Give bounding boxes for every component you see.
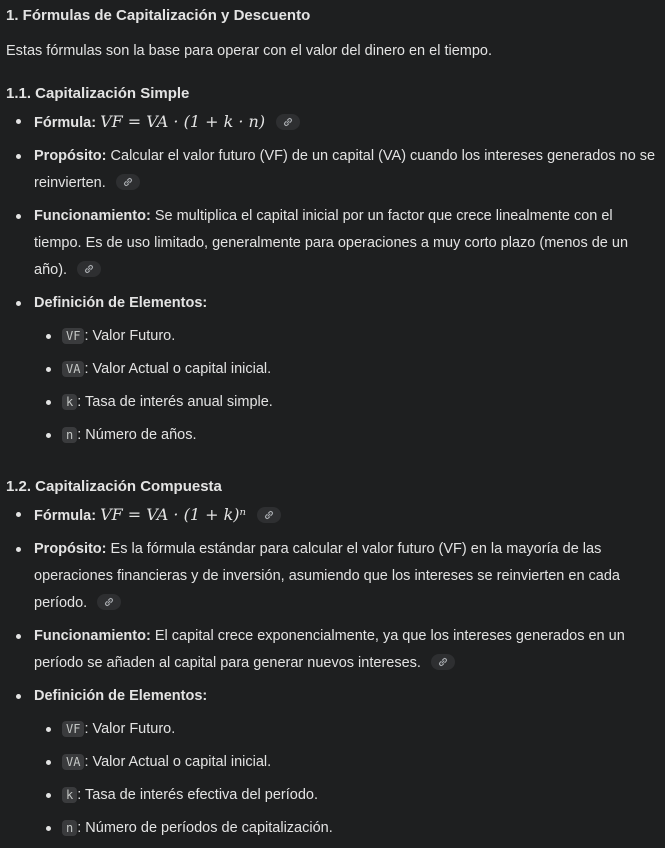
link-icon: [122, 176, 134, 188]
list-item: [34, 782, 659, 809]
funcionamiento-label: Funcionamiento:: [34, 208, 151, 224]
list-item: [34, 356, 659, 383]
proposito-text: Calcular el valor futuro (VF) de un capital (VA) cuando los intereses generados no se reinvierten.: [34, 148, 656, 191]
funcionamiento-text: Se multiplica el capital inicial por un factor que crece linealmente con el tiempo. Es de uso limitado, generalmente para operaciones a muy corto plazo (menos de un año).: [34, 208, 629, 278]
formula-text: VF = VA · (1 + k)ⁿ: [100, 505, 246, 524]
section-list-compuesta: [6, 501, 659, 842]
proposito-label: Propósito:: [34, 541, 107, 557]
inline-code: n: [62, 820, 77, 836]
link-icon: [437, 656, 449, 668]
formula-math: [100, 505, 251, 524]
element-text: : Tasa de interés efectiva del período.: [77, 787, 318, 803]
list-item: [34, 422, 659, 449]
list-item: [34, 323, 659, 350]
list-item: [34, 815, 659, 842]
source-link-button[interactable]: [431, 654, 455, 670]
page-title: 1. Fórmulas de Capitalización y Descuento: [6, 7, 311, 24]
proposito-text: Es la fórmula estándar para calcular el valor futuro (VF) en la mayoría de las operaciones financieras y de inversión, asumiendo que los intereses se reinvierten en cada período.: [34, 541, 620, 611]
source-link-button[interactable]: [97, 594, 121, 610]
list-item-proposito: [6, 143, 659, 197]
list-item-proposito: [6, 536, 659, 617]
formula-math: [100, 112, 270, 131]
section-heading-simple: 1.1. Capitalización Simple: [6, 85, 190, 102]
funcionamiento-text: El capital crece exponencialmente, ya que los intereses generados en un período se añaden al capital para generar nuevos intereses.: [34, 628, 625, 671]
list-item: [34, 716, 659, 743]
proposito-label: Propósito:: [34, 148, 107, 164]
funcionamiento-label: Funcionamiento:: [34, 628, 151, 644]
element-text: : Número de años.: [77, 427, 197, 443]
inline-code: k: [62, 787, 77, 803]
elements-list: [34, 716, 659, 842]
element-text: : Valor Futuro.: [84, 328, 176, 344]
intro-text: Estas fórmulas son la base para operar con el valor del dinero en el tiempo.: [6, 43, 493, 59]
link-icon: [103, 596, 115, 608]
source-link-button[interactable]: [276, 114, 300, 130]
elements-list: [34, 323, 659, 449]
inline-code: k: [62, 394, 77, 410]
section-heading-compuesta: 1.2. Capitalización Compuesta: [6, 478, 222, 495]
inline-code: n: [62, 427, 77, 443]
link-icon: [282, 116, 294, 128]
list-item-formula: [6, 108, 659, 137]
source-link-button[interactable]: [77, 261, 101, 277]
link-icon: [83, 263, 95, 275]
inline-code: VF: [62, 721, 84, 737]
list-item-definicion: [6, 290, 659, 449]
list-item-funcionamiento: [6, 623, 659, 677]
definicion-label: Definición de Elementos:: [34, 295, 208, 311]
list-item-formula: [6, 501, 659, 530]
list-item-definicion: [6, 683, 659, 842]
inline-code: VA: [62, 754, 84, 770]
element-text: : Número de períodos de capitalización.: [77, 820, 333, 836]
element-text: : Valor Actual o capital inicial.: [84, 361, 272, 377]
list-item-funcionamiento: [6, 203, 659, 284]
inline-code: VF: [62, 328, 84, 344]
inline-code: VA: [62, 361, 84, 377]
list-item: [34, 389, 659, 416]
link-icon: [263, 509, 275, 521]
element-text: : Valor Futuro.: [84, 721, 176, 737]
source-link-button[interactable]: [116, 174, 140, 190]
definicion-label: Definición de Elementos:: [34, 688, 208, 704]
element-text: : Valor Actual o capital inicial.: [84, 754, 272, 770]
source-link-button[interactable]: [257, 507, 281, 523]
formula-label: Fórmula:: [34, 508, 97, 524]
formula-label: Fórmula:: [34, 115, 97, 131]
formula-text: VF = VA · (1 + k · n): [100, 112, 266, 131]
list-item: [34, 749, 659, 776]
element-text: : Tasa de interés anual simple.: [77, 394, 273, 410]
section-list-simple: [6, 108, 659, 449]
